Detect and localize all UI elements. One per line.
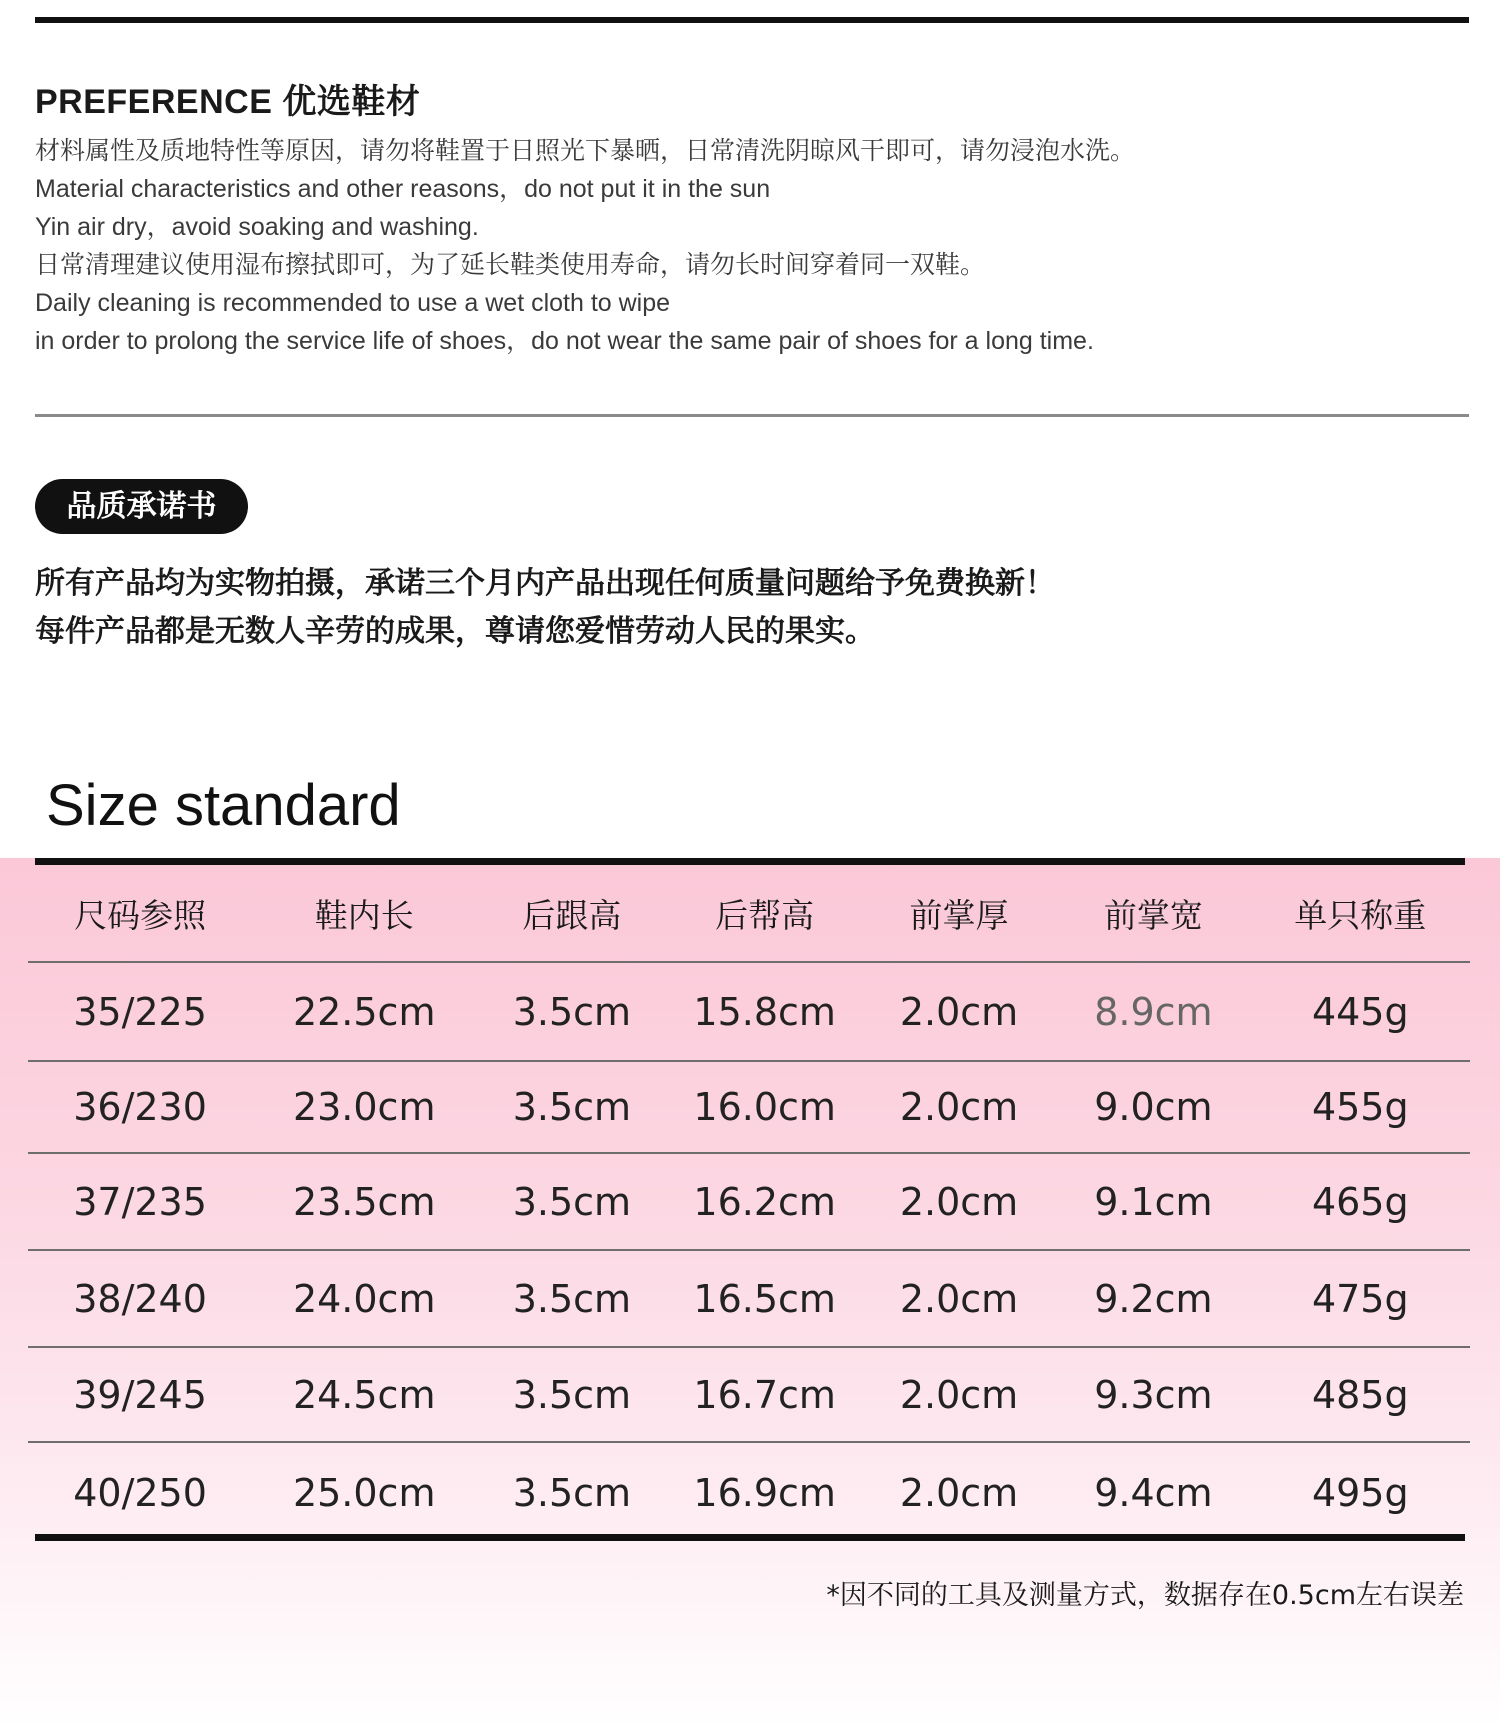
measurement-footnote: *因不同的工具及测量方式，数据存在0.5cm左右误差: [826, 1580, 1464, 1611]
quality-badge: 品质承诺书: [35, 479, 248, 534]
header-cell: 后跟高: [522, 895, 622, 935]
size-cell: 36/230: [28, 1061, 252, 1153]
preference-text: [35, 132, 1335, 360]
length-cell: 24.5cm: [252, 1347, 476, 1442]
table-row: [28, 1250, 1470, 1347]
size-table-bottom-rule: [35, 1534, 1465, 1541]
heel-cell: 3.5cm: [476, 1347, 667, 1442]
preference-line: in order to prolong the service life of shoes，do not wear the same pair of shoes for a long time.: [35, 327, 1094, 355]
weight-cell: 485g: [1251, 1347, 1470, 1442]
header-cell: 后帮高: [715, 895, 815, 935]
forefoot-width-cell: 8.9cm: [1056, 962, 1250, 1061]
table-row: [28, 1061, 1470, 1153]
quality-promise: [35, 560, 1335, 656]
forefoot-thickness-cell: 2.0cm: [862, 1347, 1056, 1442]
back-height-cell: 16.2cm: [668, 1153, 862, 1250]
size-title: Size standard: [46, 773, 401, 838]
header-cell: 单只称重: [1294, 895, 1427, 935]
forefoot-width-cell: 9.2cm: [1056, 1250, 1250, 1347]
size-cell: 38/240: [28, 1250, 252, 1347]
preference-line: Daily cleaning is recommended to use a wet cloth to wipe: [35, 289, 671, 317]
section-divider: [35, 414, 1469, 417]
length-cell: 23.5cm: [252, 1153, 476, 1250]
size-table-top-rule: [35, 858, 1465, 865]
back-height-cell: 16.0cm: [668, 1061, 862, 1153]
forefoot-thickness-cell: 2.0cm: [862, 1153, 1056, 1250]
table-row: [28, 1153, 1470, 1250]
length-cell: 22.5cm: [252, 962, 476, 1061]
forefoot-width-cell: 9.4cm: [1056, 1442, 1250, 1542]
back-height-cell: 16.7cm: [668, 1347, 862, 1442]
preference-title: PREFERENCE 优选鞋材: [35, 83, 421, 121]
promise-line: 所有产品均为实物拍摄，承诺三个月内产品出现任何质量问题给予免费换新！: [35, 566, 1055, 601]
header-cell: 前掌宽: [1103, 895, 1203, 935]
size-table-header: [28, 865, 1470, 962]
forefoot-width-cell: 9.0cm: [1056, 1061, 1250, 1153]
preference-line: 材料属性及质地特性等原因，请勿将鞋置于日照光下暴晒，日常清洗阴晾风干即可，请勿浸泡水洗。: [35, 137, 1136, 165]
forefoot-width-cell: 9.1cm: [1056, 1153, 1250, 1250]
preference-line: 日常清理建议使用湿布擦拭即可，为了延长鞋类使用寿命，请勿长时间穿着同一双鞋。: [35, 251, 986, 279]
preference-line: Yin air dry，avoid soaking and washing.: [35, 213, 479, 241]
table-row: [28, 1347, 1470, 1442]
weight-cell: 445g: [1251, 962, 1470, 1061]
forefoot-width-cell: 9.3cm: [1056, 1347, 1250, 1442]
length-cell: 25.0cm: [252, 1442, 476, 1542]
size-cell: 39/245: [28, 1347, 252, 1442]
weight-cell: 455g: [1251, 1061, 1470, 1153]
weight-cell: 465g: [1251, 1153, 1470, 1250]
forefoot-thickness-cell: 2.0cm: [862, 1442, 1056, 1542]
size-cell: 37/235: [28, 1153, 252, 1250]
back-height-cell: 16.9cm: [668, 1442, 862, 1542]
heel-cell: 3.5cm: [476, 1442, 667, 1542]
length-cell: 24.0cm: [252, 1250, 476, 1347]
table-row: [28, 962, 1470, 1061]
heel-cell: 3.5cm: [476, 1250, 667, 1347]
top-divider: [35, 17, 1469, 23]
table-row: [28, 1442, 1470, 1542]
size-table: [28, 865, 1470, 1542]
back-height-cell: 15.8cm: [668, 962, 862, 1061]
forefoot-thickness-cell: 2.0cm: [862, 962, 1056, 1061]
header-cell: 尺码参照: [74, 895, 207, 935]
size-cell: 40/250: [28, 1442, 252, 1542]
preference-line: Material characteristics and other reasons，do not put it in the sun: [35, 175, 771, 203]
size-cell: 35/225: [28, 962, 252, 1061]
forefoot-thickness-cell: 2.0cm: [862, 1250, 1056, 1347]
heel-cell: 3.5cm: [476, 1061, 667, 1153]
length-cell: 23.0cm: [252, 1061, 476, 1153]
weight-cell: 475g: [1251, 1250, 1470, 1347]
back-height-cell: 16.5cm: [668, 1250, 862, 1347]
heel-cell: 3.5cm: [476, 962, 667, 1061]
weight-cell: 495g: [1251, 1442, 1470, 1542]
header-cell: 鞋内长: [314, 895, 414, 935]
promise-line: 每件产品都是无数人辛劳的成果，尊请您爱惜劳动人民的果实。: [35, 614, 875, 649]
header-cell: 前掌厚: [909, 895, 1009, 935]
forefoot-thickness-cell: 2.0cm: [862, 1061, 1056, 1153]
heel-cell: 3.5cm: [476, 1153, 667, 1250]
